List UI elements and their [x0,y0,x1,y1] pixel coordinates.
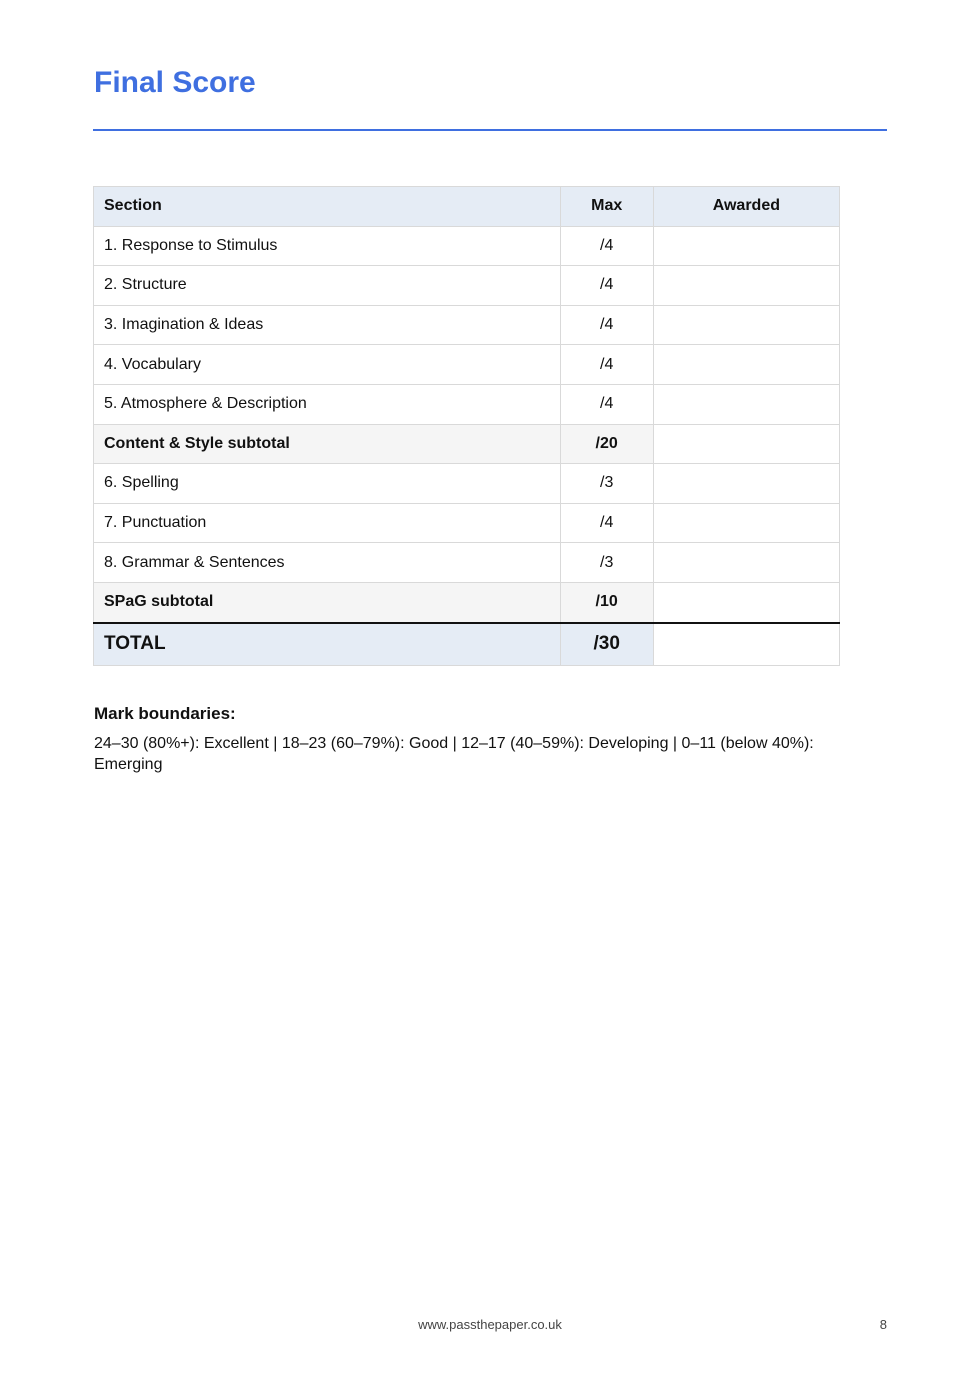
table-row [94,503,840,543]
row-max: /4 [560,226,653,266]
table-row [94,543,840,583]
subtotal-awarded[interactable] [653,424,839,464]
content-style-subtotal-row [94,424,840,464]
subtotal-max: /10 [560,582,653,622]
header-max: Max [560,187,653,227]
row-section: 8. Grammar & Sentences [94,543,561,583]
total-max: /30 [560,623,653,666]
table-row [94,305,840,345]
row-awarded[interactable] [653,305,839,345]
row-awarded[interactable] [653,384,839,424]
spag-subtotal-row [94,582,840,622]
score-table [93,186,840,666]
subtotal-max: /20 [560,424,653,464]
row-awarded[interactable] [653,464,839,504]
page-number: 8 [879,1317,887,1332]
row-section: 2. Structure [94,266,561,306]
row-awarded[interactable] [653,503,839,543]
total-awarded[interactable] [653,623,839,666]
row-max: /4 [560,345,653,385]
table-row [94,384,840,424]
row-awarded[interactable] [653,266,839,306]
row-awarded[interactable] [653,543,839,583]
total-row [94,623,840,666]
table-row [94,464,840,504]
row-awarded[interactable] [653,226,839,266]
table-row [94,266,840,306]
row-max: /4 [560,384,653,424]
table-row [94,226,840,266]
header-awarded: Awarded [653,187,839,227]
footer-url: www.passthepaper.co.uk [418,1317,562,1332]
row-max: /4 [560,266,653,306]
subtotal-label: SPaG subtotal [94,582,561,622]
row-max: /3 [560,543,653,583]
row-section: 1. Response to Stimulus [94,226,561,266]
row-section: 4. Vocabulary [94,345,561,385]
table-row [94,345,840,385]
subtotal-awarded[interactable] [653,582,839,622]
header-section: Section [94,187,561,227]
mark-boundaries-text: 24–30 (80%+): Excellent | 18–23 (60–79%): Good | 12–17 (40–59%): Developing | 0–11 (below 40%): Emerging [94,735,814,773]
mark-boundaries-heading: Mark boundaries: [94,704,236,723]
title-divider [93,129,887,131]
page-title: Final Score [94,66,256,99]
row-max: /3 [560,464,653,504]
row-section: 5. Atmosphere & Description [94,384,561,424]
row-section: 3. Imagination & Ideas [94,305,561,345]
row-max: /4 [560,503,653,543]
table-header-row [94,187,840,227]
row-section: 6. Spelling [94,464,561,504]
row-awarded[interactable] [653,345,839,385]
total-label: TOTAL [94,623,561,666]
row-section: 7. Punctuation [94,503,561,543]
row-max: /4 [560,305,653,345]
subtotal-label: Content & Style subtotal [94,424,561,464]
